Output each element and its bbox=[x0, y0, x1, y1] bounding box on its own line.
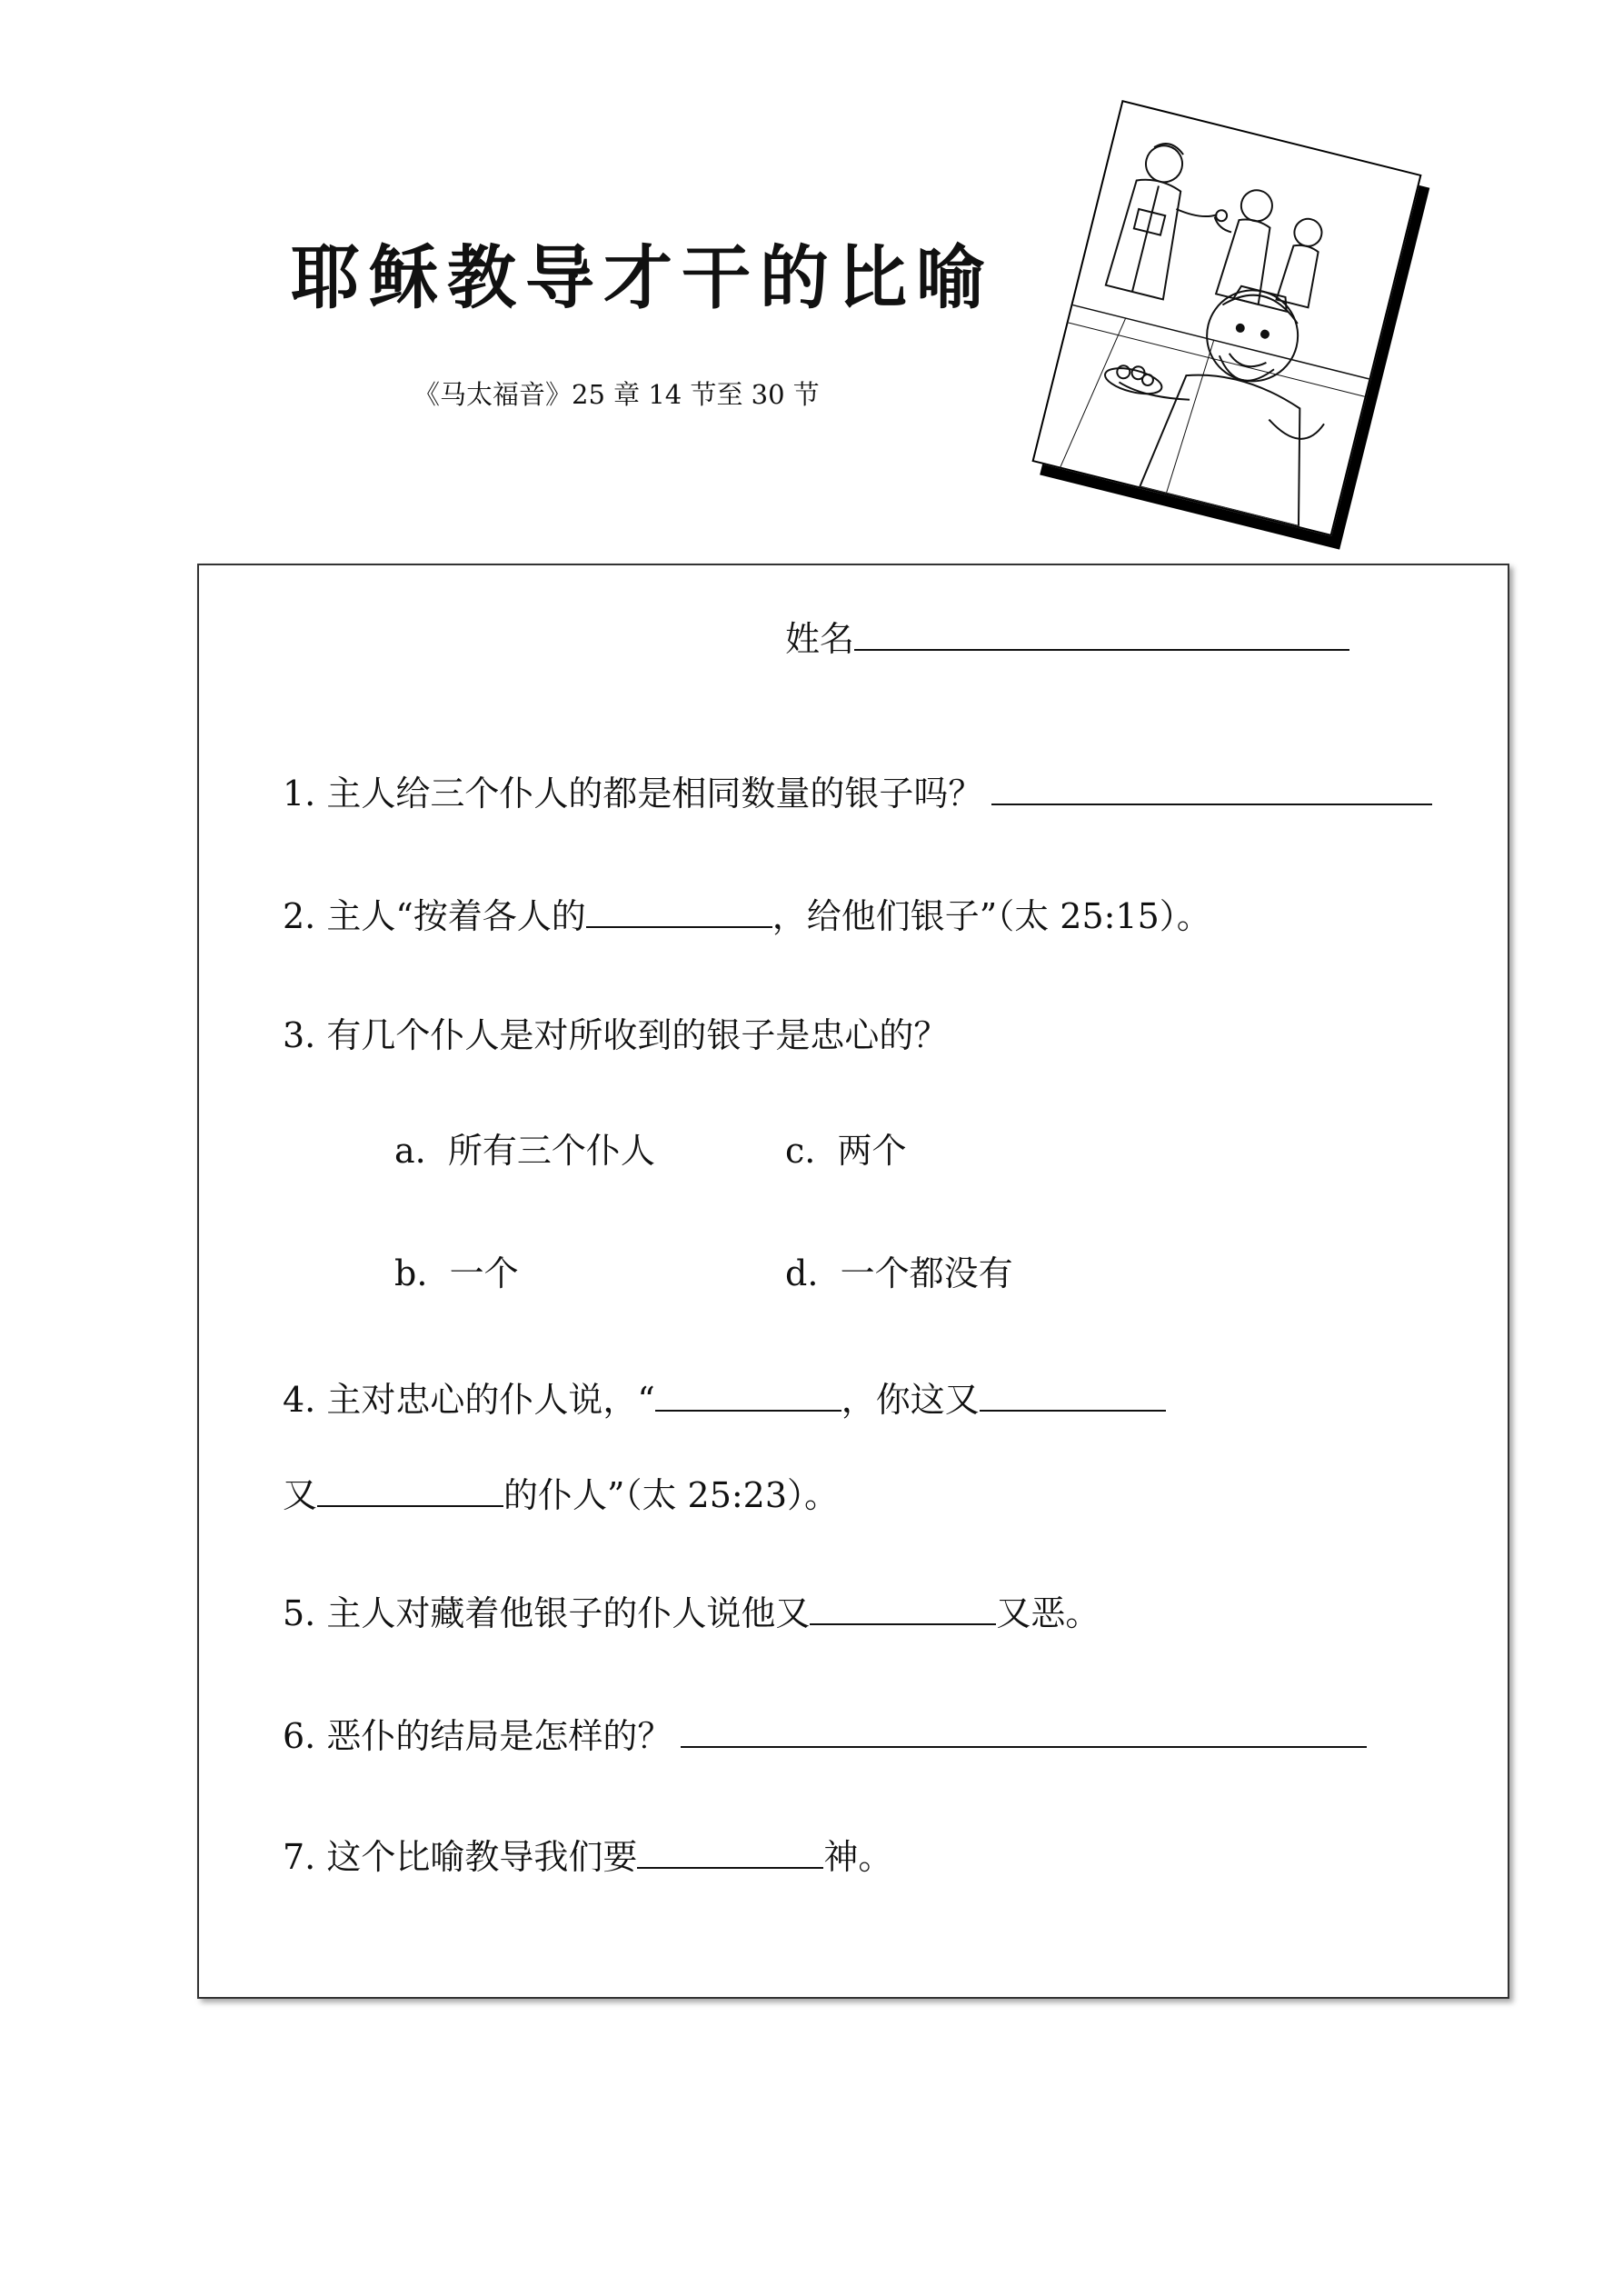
parable-illustration bbox=[1031, 100, 1421, 536]
question-4-blank-3[interactable] bbox=[317, 1474, 503, 1507]
question-2-after: ，给他们银子”（太 25:15）。 bbox=[772, 896, 1211, 936]
question-4-before: 4. 主对忠心的仆人说，“ bbox=[283, 1380, 655, 1420]
name-blank[interactable] bbox=[854, 618, 1349, 651]
question-7 bbox=[283, 1836, 893, 1877]
question-5-after: 又恶。 bbox=[996, 1593, 1100, 1633]
option-b[interactable] bbox=[394, 1253, 519, 1293]
question-5-before: 5. 主人对藏着他银子的仆人说他又 bbox=[283, 1593, 811, 1633]
option-a[interactable] bbox=[394, 1131, 655, 1171]
option-d-letter: d. bbox=[785, 1253, 819, 1293]
option-c[interactable] bbox=[785, 1131, 907, 1171]
question-5 bbox=[283, 1592, 1100, 1631]
question-6-blank[interactable] bbox=[681, 1715, 1367, 1748]
question-1 bbox=[283, 773, 1432, 814]
option-d[interactable] bbox=[785, 1253, 1013, 1293]
question-1-blank[interactable] bbox=[991, 773, 1432, 805]
option-b-letter: b. bbox=[394, 1253, 428, 1293]
question-2-blank[interactable] bbox=[586, 895, 772, 928]
question-4-middle: ，你这又 bbox=[841, 1380, 980, 1420]
page-title: 耶稣教导才干的比喻 bbox=[291, 237, 994, 318]
question-6 bbox=[283, 1715, 1367, 1756]
question-7-before: 7. 这个比喻教导我们要 bbox=[283, 1837, 638, 1877]
option-b-label: 一个 bbox=[449, 1253, 519, 1293]
option-c-label: 两个 bbox=[837, 1131, 907, 1171]
question-7-blank[interactable] bbox=[637, 1836, 823, 1869]
option-d-label: 一个都没有 bbox=[840, 1253, 1013, 1293]
question-2 bbox=[283, 895, 1211, 936]
option-a-letter: a. bbox=[394, 1131, 426, 1171]
name-label: 姓名 bbox=[785, 619, 855, 659]
question-5-blank[interactable] bbox=[810, 1592, 996, 1625]
option-c-letter: c. bbox=[785, 1131, 816, 1171]
question-4-line-2 bbox=[283, 1474, 840, 1515]
question-4-line-2-before: 又 bbox=[283, 1475, 318, 1515]
question-1-text: 1. 主人给三个仆人的都是相同数量的银子吗？ bbox=[283, 774, 983, 814]
option-a-label: 所有三个仆人 bbox=[447, 1131, 655, 1171]
question-4-blank-1[interactable] bbox=[655, 1379, 841, 1412]
question-3: 3. 有几个仆人是对所收到的银子是忠心的？ bbox=[283, 1015, 949, 1055]
name-field[interactable] bbox=[785, 618, 1349, 659]
question-4-after: 的仆人”（太 25:23）。 bbox=[503, 1475, 840, 1515]
question-4-blank-2[interactable] bbox=[980, 1379, 1166, 1412]
question-4-line-1 bbox=[283, 1379, 1166, 1420]
scripture-reference: 《马太福音》25 章 14 节至 30 节 bbox=[413, 379, 820, 410]
question-7-after: 神。 bbox=[823, 1837, 893, 1877]
question-2-before: 2. 主人“按着各人的 bbox=[283, 896, 586, 936]
worksheet-box bbox=[197, 564, 1509, 1999]
question-6-text: 6. 恶仆的结局是怎样的？ bbox=[283, 1716, 672, 1756]
